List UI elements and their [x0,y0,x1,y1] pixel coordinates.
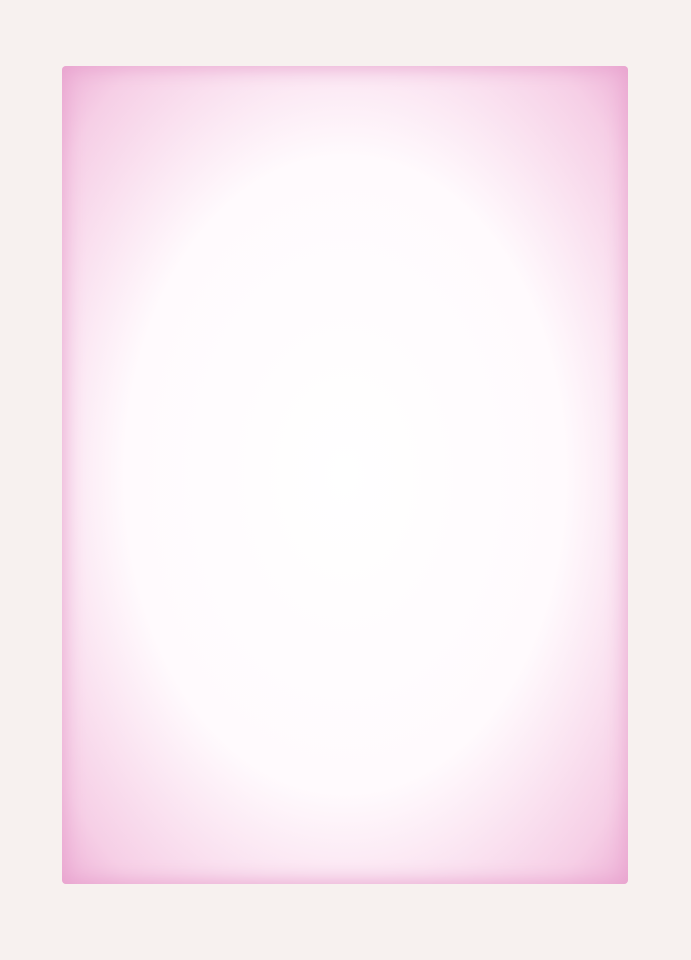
header [88,92,604,121]
floral-border-bottom [0,878,691,960]
floral-border-left [0,60,62,890]
floral-border-right [629,60,691,890]
page-title [88,121,604,150]
paper-area [62,66,628,884]
worksheet-content [88,92,604,150]
